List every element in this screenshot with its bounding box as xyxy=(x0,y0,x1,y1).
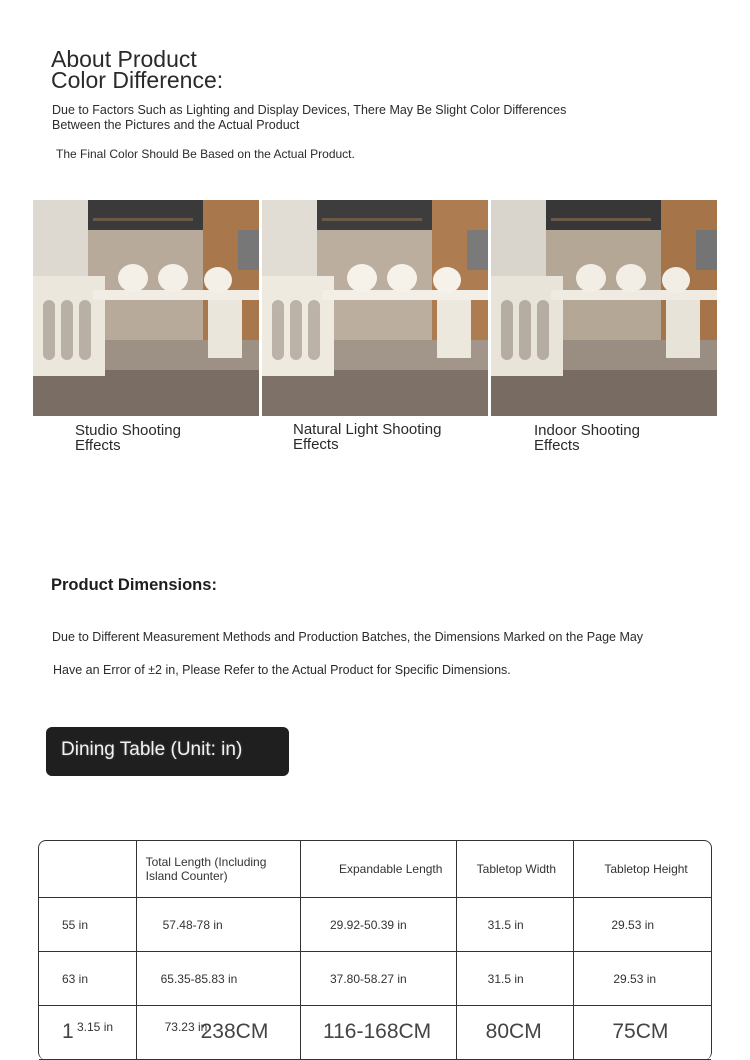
partial-total-length-in: 73.23 in xyxy=(164,1020,208,1034)
row-size-cell: 55 in xyxy=(39,898,137,952)
caption-natural-line2: Effects xyxy=(293,436,339,453)
partial-size-in: 3.15 in xyxy=(77,1020,114,1034)
partial-expandable-cell xyxy=(301,1006,457,1060)
partial-height-cm: 75CM xyxy=(612,1020,669,1043)
studio-shooting-photo xyxy=(33,200,259,416)
dimensions-note-line2: Have an Error of ±2 in, Please Refer to the Actual Product for Specific Dimensions. xyxy=(53,663,511,677)
color-note-line1: Due to Factors Such as Lighting and Display Devices, There May Be Slight Color Differences xyxy=(52,103,567,117)
caption-studio xyxy=(75,423,181,453)
row-height-cell: 29.53 in xyxy=(574,898,711,952)
table-row xyxy=(39,898,711,952)
partial-width-cm: 80CM xyxy=(485,1020,542,1043)
caption-indoor-line2: Effects xyxy=(534,437,580,454)
about-title-line2: Color Difference: xyxy=(51,67,224,93)
table-header-row xyxy=(39,841,711,898)
dimensions-table xyxy=(38,840,712,1060)
caption-natural-light xyxy=(293,422,441,452)
row-width-cell: 31.5 in xyxy=(457,952,575,1006)
dining-table-badge xyxy=(46,727,289,776)
partial-expandable-cm: 116-168CM xyxy=(323,1020,432,1043)
dimensions-title: Product Dimensions: xyxy=(51,576,217,594)
table-row-partial xyxy=(39,1006,711,1060)
row-total-length-cell: 65.35-85.83 in xyxy=(137,952,301,1006)
caption-indoor xyxy=(534,423,640,453)
header-total-length: Total Length (Including Island Counter) xyxy=(137,841,301,898)
partial-height-cell xyxy=(574,1006,711,1060)
partial-total-length-cm: 238CM xyxy=(200,1020,269,1043)
natural-light-shooting-photo xyxy=(262,200,488,416)
row-width-cell: 31.5 in xyxy=(457,898,575,952)
indoor-shooting-photo xyxy=(491,200,717,416)
dining-table-badge-label: Dining Table (Unit: in) xyxy=(61,739,243,760)
header-cell-empty xyxy=(39,841,137,898)
caption-natural-line1: Natural Light Shooting xyxy=(293,421,442,438)
row-size-cell: 63 in xyxy=(39,952,137,1006)
final-color-note: The Final Color Should Be Based on the Actual Product. xyxy=(56,147,355,161)
row-total-length-cell: 57.48-78 in xyxy=(137,898,301,952)
partial-size-cell xyxy=(39,1006,137,1060)
caption-indoor-line1: Indoor Shooting xyxy=(534,422,640,439)
header-tabletop-height: Tabletop Height xyxy=(574,841,711,898)
header-tabletop-width: Tabletop Width xyxy=(457,841,575,898)
table-row xyxy=(39,952,711,1006)
partial-total-length-cell xyxy=(137,1006,301,1060)
partial-size-cm: 1 xyxy=(62,1020,74,1043)
partial-width-cell xyxy=(457,1006,575,1060)
row-expandable-cell: 37.80-58.27 in xyxy=(301,952,457,1006)
row-height-cell: 29.53 in xyxy=(574,952,711,1006)
about-title-line1: About Product xyxy=(51,46,197,72)
color-note-line2: Between the Pictures and the Actual Product xyxy=(52,118,300,132)
dimensions-note-line1: Due to Different Measurement Methods and Production Batches, the Dimensions Marked on the Page May xyxy=(52,630,644,644)
row-expandable-cell: 29.92-50.39 in xyxy=(301,898,457,952)
header-expandable-length: Expandable Length xyxy=(301,841,457,898)
caption-studio-line2: Effects xyxy=(75,437,121,454)
caption-studio-line1: Studio Shooting xyxy=(75,422,181,439)
